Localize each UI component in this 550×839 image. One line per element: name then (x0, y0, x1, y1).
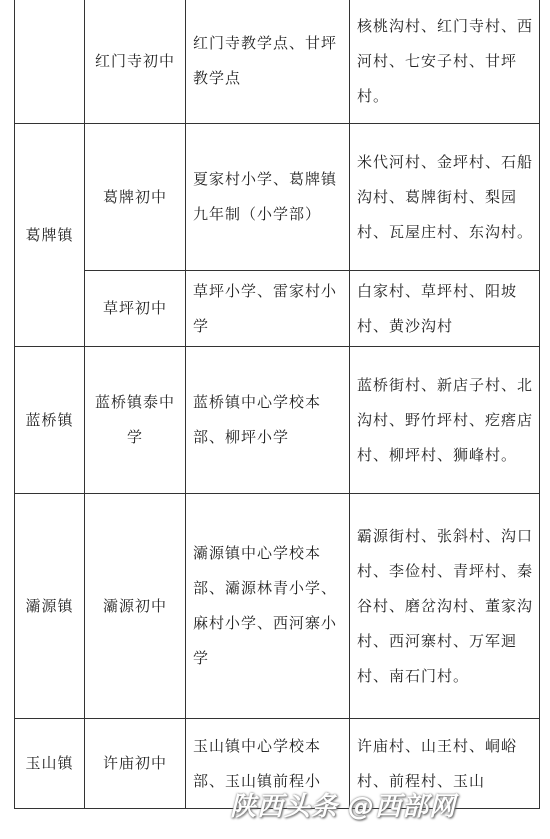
town-cell: 灞源镇 (15, 494, 85, 719)
middle-school-cell: 草坪初中 (85, 271, 186, 347)
town-cell: 玉山镇 (15, 719, 85, 809)
table-row (15, 347, 540, 494)
primary-school-cell: 蓝桥镇中心学校本部、柳坪小学 (186, 347, 350, 494)
village-cell: 核桃沟村、红门寺村、西河村、七安子村、甘坪村。 (350, 0, 540, 124)
town-cell: 蓝桥镇 (15, 347, 85, 494)
table-row (15, 271, 540, 347)
village-cell: 许庙村、山王村、峒峪村、前程村、玉山 (350, 719, 540, 809)
village-cell: 霸源街村、张斜村、沟口村、李俭村、青坪村、秦谷村、磨岔沟村、董家沟村、西河寨村、万军迴村、南石门村。 (350, 494, 540, 719)
table-row (15, 124, 540, 271)
primary-school-cell: 草坪小学、雷家村小学 (186, 271, 350, 347)
middle-school-cell: 灞源初中 (85, 494, 186, 719)
primary-school-cell: 夏家村小学、葛牌镇九年制（小学部） (186, 124, 350, 271)
village-cell: 米代河村、金坪村、石船沟村、葛牌街村、梨园村、瓦屋庄村、东沟村。 (350, 124, 540, 271)
primary-school-cell: 灞源镇中心学校本部、灞源林青小学、麻村小学、西河寨小学 (186, 494, 350, 719)
middle-school-cell: 许庙初中 (85, 719, 186, 809)
town-cell: 葛牌镇 (15, 124, 85, 347)
middle-school-cell: 红门寺初中 (85, 0, 186, 124)
school-zone-table (14, 0, 540, 809)
primary-school-cell: 红门寺教学点、甘坪教学点 (186, 0, 350, 124)
site-watermark: 陕西头条 @西部网 (230, 792, 457, 822)
village-cell: 蓝桥街村、新店子村、北沟村、野竹坪村、疙瘩店村、柳坪村、狮峰村。 (350, 347, 540, 494)
table-row (15, 494, 540, 719)
middle-school-cell: 葛牌初中 (85, 124, 186, 271)
middle-school-cell: 蓝桥镇泰中学 (85, 347, 186, 494)
primary-school-cell: 玉山镇中心学校本部、玉山镇前程小 (186, 719, 350, 809)
town-cell (15, 0, 85, 124)
table-row (15, 0, 540, 124)
village-cell: 白家村、草坪村、阳坡村、黄沙沟村 (350, 271, 540, 347)
